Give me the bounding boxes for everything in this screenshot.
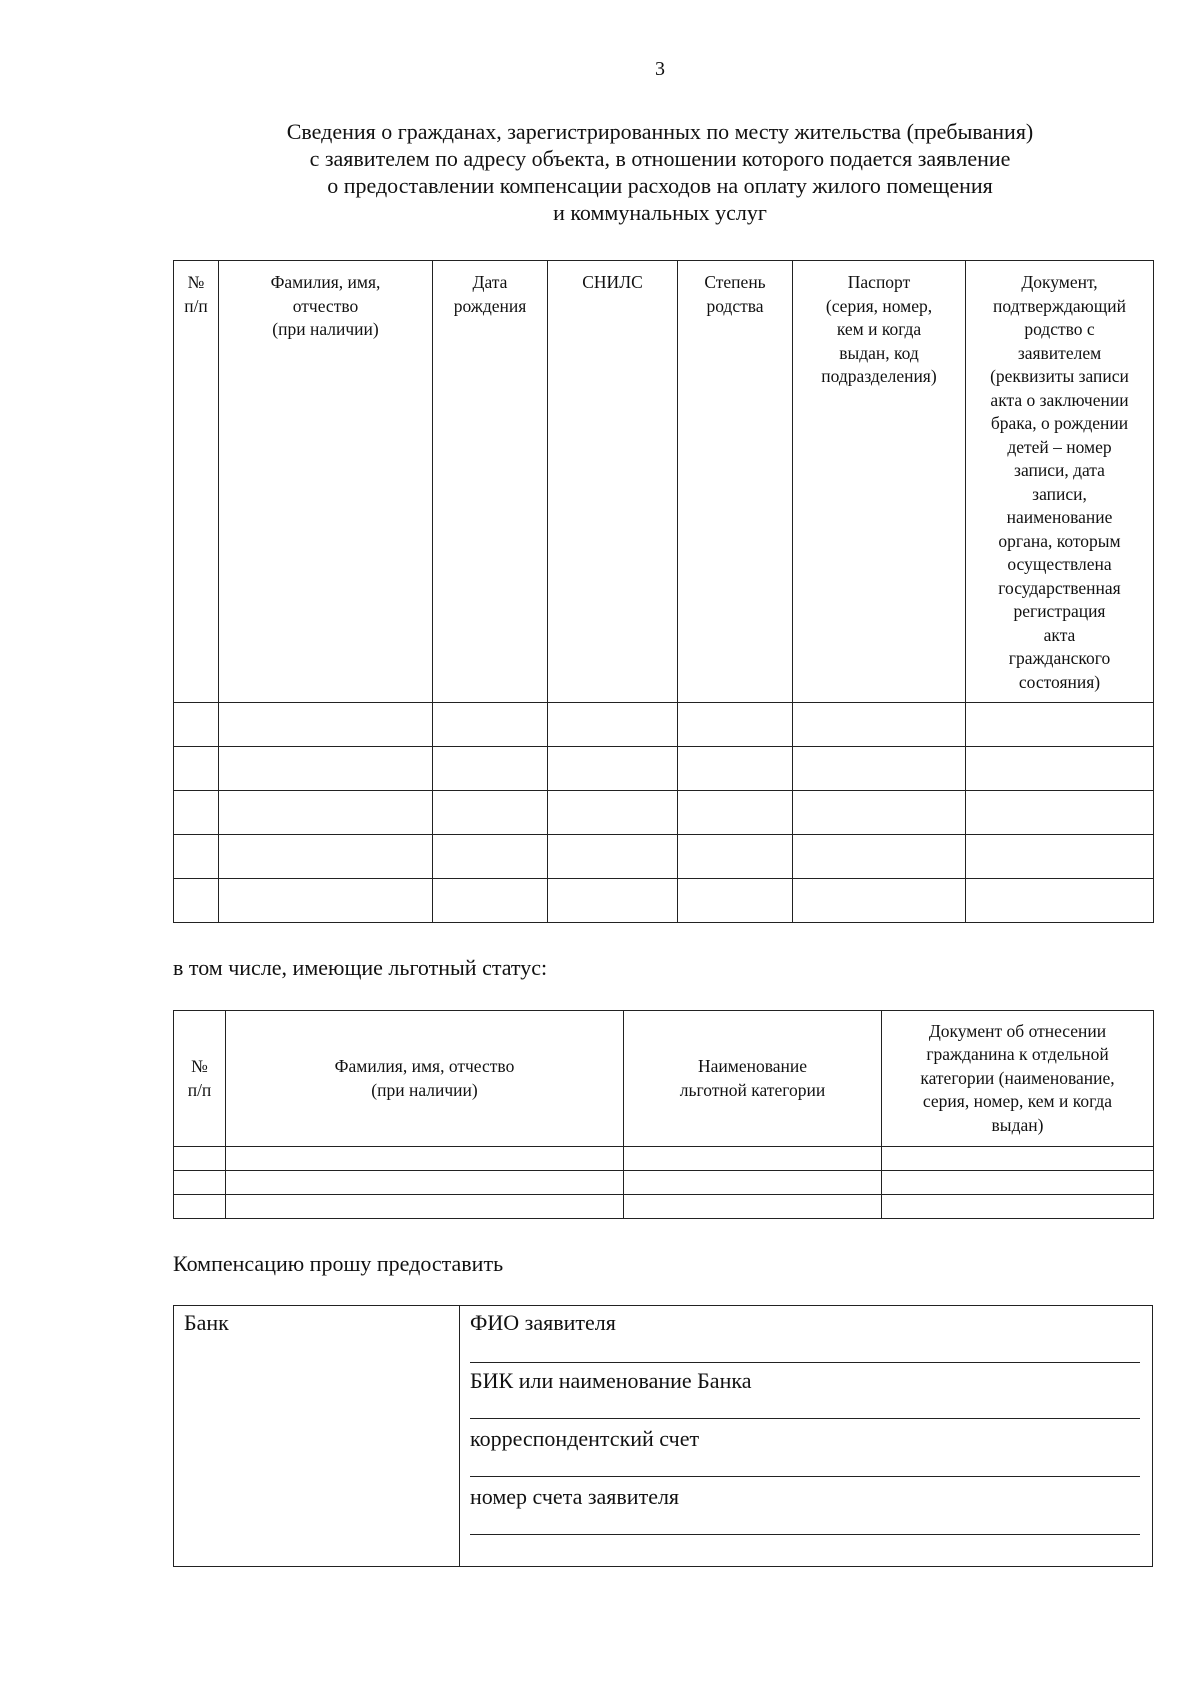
title-line: Сведения о гражданах, зарегистрированных по месту жительства (пребывания) [286, 119, 1034, 144]
bank-bik-field[interactable] [470, 1364, 1140, 1419]
title-line: и коммунальных услуг [553, 200, 767, 225]
table-cell[interactable] [219, 835, 433, 879]
table-cell[interactable] [678, 879, 793, 923]
residents-table [173, 260, 1154, 923]
table-row [174, 1195, 1154, 1219]
table-cell[interactable] [433, 791, 548, 835]
table-cell[interactable] [174, 1171, 226, 1195]
table-cell[interactable] [793, 747, 966, 791]
table-cell[interactable] [219, 703, 433, 747]
header-cell-full-name: Фамилия, имя, отчество (при наличии) [219, 261, 433, 703]
table-cell[interactable] [174, 747, 219, 791]
header-cell-birth-date: Дата рождения [433, 261, 548, 703]
table-cell[interactable] [226, 1171, 624, 1195]
table-cell[interactable] [678, 703, 793, 747]
table-cell[interactable] [174, 703, 219, 747]
header-cell-benefit-category: Наименование льготной категории [624, 1011, 882, 1147]
table-cell[interactable] [219, 791, 433, 835]
header-cell-full-name: Фамилия, имя, отчество (при наличии) [226, 1011, 624, 1147]
table-cell[interactable] [174, 1147, 226, 1171]
table-cell[interactable] [966, 879, 1154, 923]
table-cell[interactable] [226, 1147, 624, 1171]
benefit-table [173, 1010, 1154, 1219]
table-row [174, 1171, 1154, 1195]
header-cell-kinship-document: Документ, подтверждающий родство с заявителем (реквизиты записи акта о заключении брака, о рождении детей – номер записи, дата записи, наименование органа, которым осуществлена государственная регистрация акта гражданского состояния) [966, 261, 1154, 703]
title-line: с заявителем по адресу объекта, в отношении которого подается заявление [309, 146, 1011, 171]
table-cell[interactable] [548, 747, 678, 791]
table-cell[interactable] [226, 1195, 624, 1219]
table-cell[interactable] [548, 791, 678, 835]
table-cell[interactable] [882, 1195, 1154, 1219]
table-row [174, 791, 1154, 835]
table-row [174, 1147, 1154, 1171]
header-cell-number: № п/п [174, 261, 219, 703]
header-cell-relation: Степень родства [678, 261, 793, 703]
bank-details-box [173, 1305, 1153, 1567]
field-label: ФИО заявителя [470, 1310, 616, 1335]
table-cell[interactable] [966, 791, 1154, 835]
field-label: корреспондентский счет [470, 1426, 700, 1451]
benefit-status-label: в том числе, имеющие льготный статус: [173, 955, 548, 980]
table-cell[interactable] [678, 791, 793, 835]
table-cell[interactable] [793, 791, 966, 835]
document-title [0, 118, 1200, 226]
table-cell[interactable] [624, 1147, 882, 1171]
applicant-name-field[interactable] [470, 1306, 1140, 1363]
field-label: номер счета заявителя [470, 1484, 680, 1509]
header-cell-category-document: Документ об отнесении гражданина к отдельной категории (наименование, серия, номер, кем и когда выдан) [882, 1011, 1154, 1147]
table-cell[interactable] [174, 835, 219, 879]
header-cell-number: № п/п [174, 1011, 226, 1147]
table-cell[interactable] [433, 835, 548, 879]
table-cell[interactable] [966, 703, 1154, 747]
table-cell[interactable] [433, 879, 548, 923]
table-cell[interactable] [174, 1195, 226, 1219]
bank-label: Банк [184, 1310, 229, 1335]
table-cell[interactable] [793, 879, 966, 923]
table-cell[interactable] [966, 835, 1154, 879]
table-cell[interactable] [174, 791, 219, 835]
table-cell[interactable] [624, 1171, 882, 1195]
page-number: 3 [655, 58, 665, 80]
table-cell[interactable] [548, 835, 678, 879]
table-cell[interactable] [174, 879, 219, 923]
table-cell[interactable] [882, 1147, 1154, 1171]
applicant-account-field[interactable] [470, 1480, 1140, 1535]
table-cell[interactable] [433, 703, 548, 747]
table-cell[interactable] [678, 747, 793, 791]
table-cell[interactable] [793, 703, 966, 747]
table-row [174, 703, 1154, 747]
compensation-label: Компенсацию прошу предоставить [173, 1251, 504, 1276]
header-cell-passport: Паспорт (серия, номер, кем и когда выдан, код подразделения) [793, 261, 966, 703]
table-cell[interactable] [219, 879, 433, 923]
bank-column [174, 1306, 460, 1566]
table-cell[interactable] [793, 835, 966, 879]
field-label: БИК или наименование Банка [470, 1368, 752, 1393]
title-line: о предоставлении компенсации расходов на оплату жилого помещения [327, 173, 993, 198]
header-cell-snils: СНИЛС [548, 261, 678, 703]
table-cell[interactable] [678, 835, 793, 879]
table-cell[interactable] [966, 747, 1154, 791]
table-cell[interactable] [219, 747, 433, 791]
table-header-row [174, 261, 1154, 703]
table-cell[interactable] [433, 747, 548, 791]
table-cell[interactable] [548, 703, 678, 747]
table-row [174, 835, 1154, 879]
table-cell[interactable] [624, 1195, 882, 1219]
table-cell[interactable] [882, 1171, 1154, 1195]
correspondent-account-field[interactable] [470, 1422, 1140, 1477]
table-row [174, 747, 1154, 791]
table-row [174, 879, 1154, 923]
table-header-row [174, 1011, 1154, 1147]
table-cell[interactable] [548, 879, 678, 923]
